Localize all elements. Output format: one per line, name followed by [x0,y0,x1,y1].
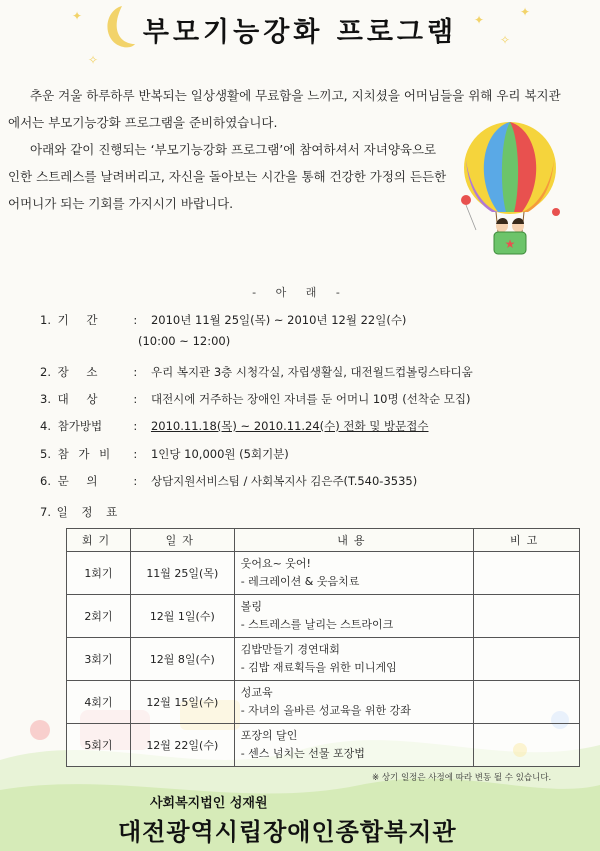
info-colon: : [133,419,138,433]
schedule-table [66,528,580,767]
schedule-heading-label: 일 정 표 [56,505,123,519]
info-value: 상담지원서비스팀 / 사회복지사 김은주(T.540-3535) [150,474,418,488]
intro-text [8,82,568,217]
content-title: 김밥만들기 경연대회 [240,643,340,656]
column-header-session: 회기 [67,529,131,552]
page-title: 부모기능강화 프로그램 [142,17,458,48]
content-cell [234,681,473,724]
content-title: 볼링 [240,600,262,613]
remark-cell [474,724,580,767]
content-cell [234,595,473,638]
schedule-heading-number: 7. [40,505,51,519]
info-row-contact [40,473,417,489]
session-cell: 1회기 [67,552,131,595]
info-colon: : [133,392,138,406]
content-detail: - 센스 넘치는 선물 포장법 [240,747,365,760]
column-header-remark: 비고 [474,529,580,552]
content-detail: - 스트레스를 날리는 스트라이크 [240,618,394,631]
date-cell: 11월 25일(목) [130,552,234,595]
info-number: 6. [40,474,51,488]
intro-paragraph-1: 추운 겨울 하루하루 반복되는 일상생활에 무료함을 느끼고, 지치셨을 어머님들을 위해 우리 복지관에서는 부모기능강화 프로그램을 준비하였습니다. [8,88,561,130]
star-icon: ✧ [88,53,99,67]
schedule-change-note: ※ 상기 일정은 사정에 따라 변동 될 수 있습니다. [372,773,552,783]
content-title: 웃어요~ 웃어! [240,557,311,570]
content-cell [234,638,473,681]
session-cell: 5회기 [67,724,131,767]
table-row [67,552,580,595]
info-row-fee [40,446,289,462]
table-row [67,638,580,681]
date-cell: 12월 8일(수) [130,638,234,681]
table-row [67,724,580,767]
content-detail: - 레크레이션 & 웃음치료 [240,575,360,588]
content-detail: - 김밥 재료획득을 위한 미니게임 [240,661,397,674]
star-icon: ✧ [500,33,511,47]
star-icon: ✦ [520,5,531,19]
remark-cell [474,552,580,595]
info-value: 2010년 11월 25일(목) ~ 2010년 12월 22일(수) [150,313,407,327]
info-value: 2010.11.18(목) ~ 2010.11.24(수) 전화 및 방문접수 [150,419,429,433]
content-cell [234,552,473,595]
info-label: 참 가 비 [57,447,114,461]
info-colon: : [133,313,138,327]
info-colon: : [133,365,138,379]
remark-cell [474,595,580,638]
info-number: 2. [40,365,51,379]
info-label: 장 소 [57,365,105,379]
info-label: 대 상 [57,392,105,406]
content-title: 포장의 달인 [240,729,298,742]
info-label: 문 의 [57,474,105,488]
organization-name: 대전광역시립장애인종합복지관 [118,818,457,846]
schedule-heading [40,504,122,520]
organization-parent-name: 사회복지법인 성재원 [150,796,268,811]
info-value: 1인당 10,000원 (5회기분) [150,447,289,461]
info-period-time: (10:00 ~ 12:00) [138,334,231,348]
table-row [67,595,580,638]
star-icon: ✦ [72,9,83,23]
intro-paragraph-2: 아래와 같이 진행되는 ‘부모기능강화 프로그램’에 참여하셔서 자녀양육으로 인한 스트레스를 날려버리고, 자신을 돌아보는 시간을 통해 건강한 가정의 든든한 어머니가 되는 기회를 가지시기 바랍니다. [8,142,447,211]
session-cell: 2회기 [67,595,131,638]
notice-heading: - 아 래 - [252,286,348,299]
session-cell: 4회기 [67,681,131,724]
content-detail: - 자녀의 올바른 성교육을 위한 강좌 [240,704,411,717]
date-cell: 12월 15일(수) [130,681,234,724]
svg-text:★: ★ [504,237,516,251]
date-cell: 12월 1일(수) [130,595,234,638]
info-row-method [40,418,429,434]
star-icon: ✦ [474,13,485,27]
content-title: 성교육 [240,686,273,699]
info-colon: : [133,447,138,461]
date-cell: 12월 22일(수) [130,724,234,767]
content-cell [234,724,473,767]
column-header-date: 일자 [130,529,234,552]
info-row-target [40,391,470,407]
remark-cell [474,638,580,681]
info-row-place [40,364,473,380]
info-number: 3. [40,392,51,406]
info-label: 기 간 [57,313,105,327]
column-header-content: 내용 [234,529,473,552]
info-value: 대전시에 거주하는 장애인 자녀를 둔 어머니 10명 (선착순 모집) [150,392,471,406]
info-label: 참가방법 [57,419,103,433]
schedule-header-row [67,529,580,552]
info-colon: : [133,474,138,488]
remark-cell [474,681,580,724]
session-cell: 3회기 [67,638,131,681]
info-value: 우리 복지관 3층 시청각실, 자립생활실, 대전월드컵볼링스타디움 [150,365,473,379]
info-row-period [40,312,406,328]
info-number: 1. [40,313,51,327]
info-number: 5. [40,447,51,461]
info-number: 4. [40,419,51,433]
table-row [67,681,580,724]
